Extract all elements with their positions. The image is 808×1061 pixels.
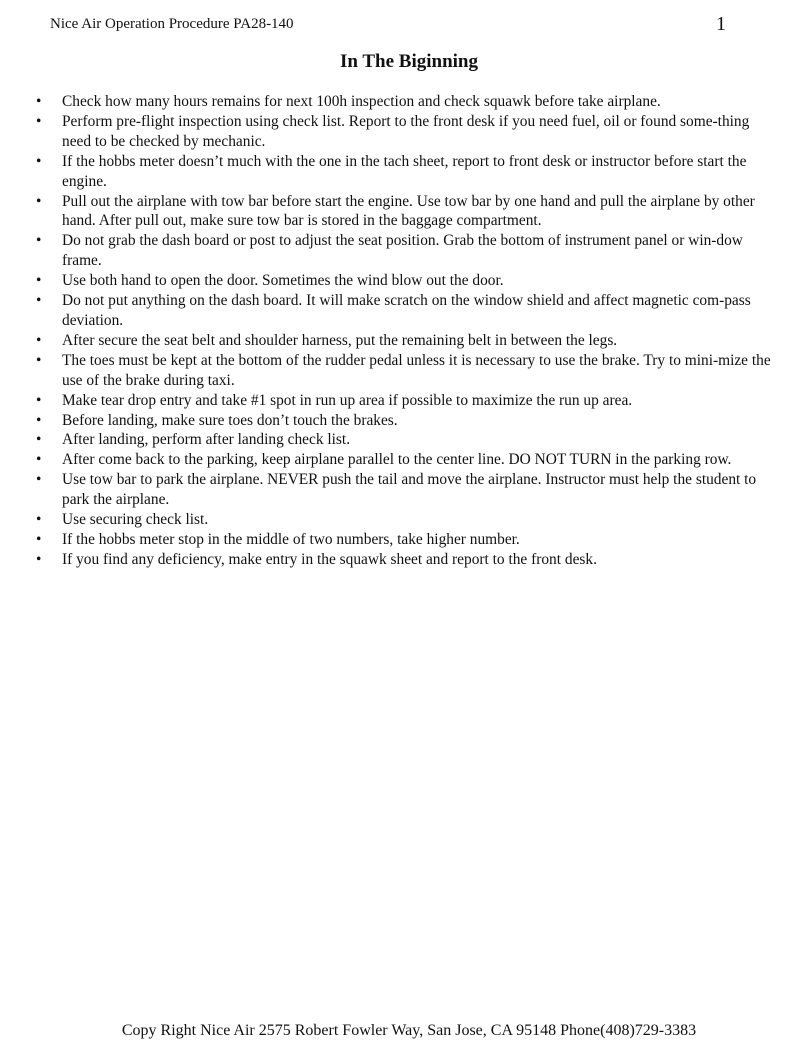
list-item-text: After landing, perform after landing check list.	[62, 431, 351, 449]
list-item	[36, 231, 774, 271]
bullet-icon: •	[36, 152, 42, 170]
list-item-text: The toes must be kept at the bottom of the rudder pedal unless it is necessary to use the brake. Try to mini-mize the use of the brake during taxi.	[62, 351, 771, 389]
list-item	[36, 192, 774, 232]
list-item	[36, 470, 774, 510]
list-item-text: If the hobbs meter doesn’t much with the one in the tach sheet, report to front desk or instructor before start the engine.	[62, 152, 747, 190]
list-item	[36, 411, 774, 431]
list-item-text: Make tear drop entry and take #1 spot in run up area if possible to maximize the run up area.	[62, 391, 633, 409]
list-item	[36, 351, 774, 391]
list-item	[36, 271, 774, 291]
page-footer: Copy Right Nice Air 2575 Robert Fowler Way, San Jose, CA 95148 Phone(408)729-3383	[121, 1022, 697, 1039]
list-item	[36, 391, 774, 411]
bullet-icon: •	[36, 431, 42, 449]
bullet-icon: •	[36, 511, 42, 529]
bullet-icon: •	[36, 192, 42, 210]
list-item-text: Use both hand to open the door. Sometimes the wind blow out the door.	[62, 272, 504, 290]
list-item-text: If you find any deficiency, make entry in the squawk sheet and report to the front desk.	[62, 550, 597, 568]
list-item	[36, 152, 774, 192]
list-item	[36, 510, 774, 530]
bullet-icon: •	[36, 471, 42, 489]
procedure-list	[36, 92, 774, 570]
list-item-text: Use securing check list.	[62, 511, 209, 529]
bullet-icon: •	[36, 112, 42, 130]
list-item-text: Use tow bar to park the airplane. NEVER push the tail and move the airplane. Instructor must help the student to park the airplane.	[62, 471, 757, 509]
list-item	[36, 450, 774, 470]
list-item-text: If the hobbs meter stop in the middle of two numbers, take higher number.	[62, 530, 520, 548]
list-item	[36, 530, 774, 550]
bullet-icon: •	[36, 272, 42, 290]
bullet-icon: •	[36, 550, 42, 568]
bullet-icon: •	[36, 451, 42, 469]
list-item-text: Perform pre-flight inspection using check list. Report to the front desk if you need fuel, oil or found some-thing need to be checked by mechanic.	[62, 112, 750, 150]
list-item-text: Do not put anything on the dash board. It will make scratch on the window shield and affect magnetic com-pass deviation.	[62, 292, 751, 329]
list-item	[36, 550, 774, 570]
bullet-icon: •	[36, 411, 42, 429]
list-item-text: Before landing, make sure toes don’t touch the brakes.	[62, 411, 398, 429]
list-item	[36, 291, 774, 331]
section-title: In The Biginning	[339, 51, 478, 72]
list-item	[36, 112, 774, 152]
bullet-icon: •	[36, 292, 42, 310]
list-item-text: Do not grab the dash board or post to adjust the seat position. Grab the bottom of instrument panel or win-dow frame.	[62, 232, 743, 270]
list-item	[36, 430, 774, 450]
list-item-text: After come back to the parking, keep airplane parallel to the center line. DO NOT TURN in the parking row.	[62, 451, 732, 469]
bullet-icon: •	[36, 93, 42, 110]
bullet-icon: •	[36, 391, 42, 409]
bullet-icon: •	[36, 530, 42, 548]
list-item	[36, 92, 774, 112]
list-item-text: Pull out the airplane with tow bar before start the engine. Use tow bar by one hand and pull the airplane by other hand. After pull out, make sure tow bar is stored in the baggage compartment.	[62, 192, 755, 230]
page-number: 1	[716, 13, 726, 35]
bullet-icon: •	[36, 331, 42, 349]
list-item	[36, 331, 774, 351]
bullet-icon: •	[36, 232, 42, 250]
list-item-text: Check how many hours remains for next 100h inspection and check squawk before take airplane.	[62, 93, 661, 110]
list-item-text: After secure the seat belt and shoulder harness, put the remaining belt in between the legs.	[62, 331, 618, 349]
document-title: Nice Air Operation Procedure PA28-140	[50, 16, 294, 32]
bullet-icon: •	[36, 351, 42, 369]
